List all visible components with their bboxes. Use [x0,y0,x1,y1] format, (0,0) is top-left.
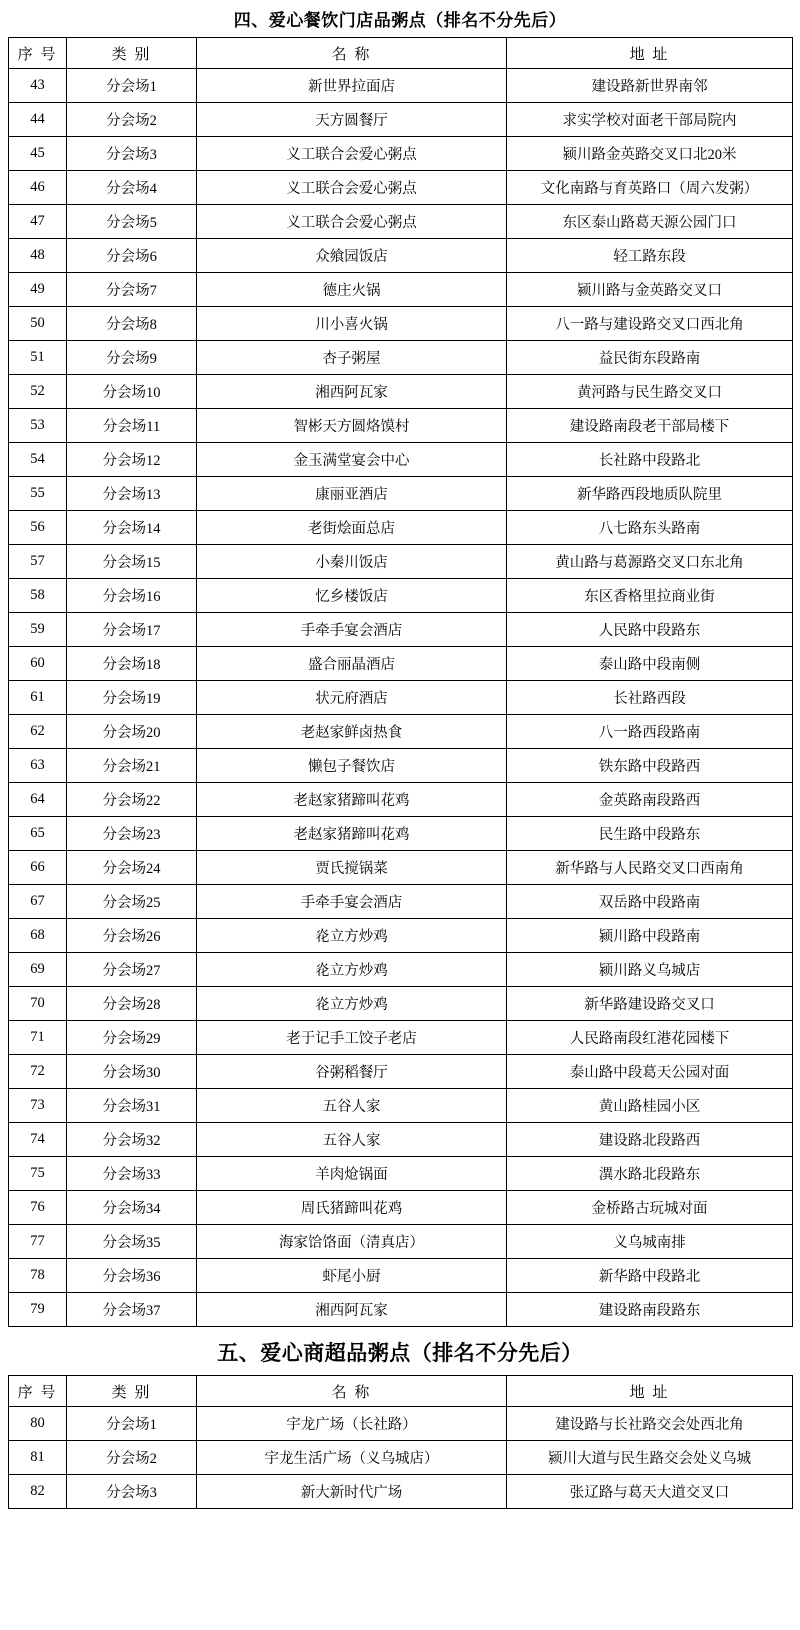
cell-address: 新华路建设路交叉口 [507,987,793,1021]
table-row [9,1441,793,1475]
table-row [9,307,793,341]
cell-name: 川小喜火锅 [197,307,507,341]
table-row [9,1191,793,1225]
cell-index: 79 [9,1293,67,1327]
cell-address: 新华路西段地质队院里 [507,477,793,511]
table-row [9,545,793,579]
table-row [9,1259,793,1293]
cell-name: 老赵家猪蹄叫花鸡 [197,783,507,817]
table-row [9,273,793,307]
cell-index: 76 [9,1191,67,1225]
cell-name: 宇龙广场（长社路） [197,1407,507,1441]
table-row [9,783,793,817]
cell-category: 分会场24 [67,851,197,885]
cell-category: 分会场20 [67,715,197,749]
cell-address: 泰山路中段葛天公园对面 [507,1055,793,1089]
cell-index: 65 [9,817,67,851]
cell-index: 49 [9,273,67,307]
column-header-index: 序 号 [9,38,67,69]
table-row [9,681,793,715]
cell-index: 80 [9,1407,67,1441]
table-row [9,409,793,443]
cell-name: 手牵手宴会酒店 [197,613,507,647]
cell-address: 八一路西段路南 [507,715,793,749]
cell-address: 长社路中段路北 [507,443,793,477]
cell-name: 智彬天方圆烙馍村 [197,409,507,443]
cell-index: 64 [9,783,67,817]
cell-address: 颍川路与金英路交叉口 [507,273,793,307]
cell-address: 颍川大道与民生路交会处义乌城 [507,1441,793,1475]
cell-category: 分会场21 [67,749,197,783]
cell-category: 分会场33 [67,1157,197,1191]
cell-name: 老街烩面总店 [197,511,507,545]
cell-address: 金桥路古玩城对面 [507,1191,793,1225]
cell-category: 分会场2 [67,103,197,137]
cell-address: 建设路与长社路交会处西北角 [507,1407,793,1441]
cell-name: 老赵家鲜卤热食 [197,715,507,749]
cell-name: 炛立方炒鸡 [197,953,507,987]
cell-index: 82 [9,1475,67,1509]
cell-address: 泰山路中段南侧 [507,647,793,681]
cell-name: 谷粥稻餐厅 [197,1055,507,1089]
table-row [9,137,793,171]
cell-index: 73 [9,1089,67,1123]
cell-category: 分会场30 [67,1055,197,1089]
cell-category: 分会场27 [67,953,197,987]
cell-address: 颍川路金英路交叉口北20米 [507,137,793,171]
cell-category: 分会场34 [67,1191,197,1225]
cell-category: 分会场37 [67,1293,197,1327]
cell-address: 黄山路与葛源路交叉口东北角 [507,545,793,579]
cell-name: 炛立方炒鸡 [197,987,507,1021]
cell-name: 新世界拉面店 [197,69,507,103]
column-header-index: 序 号 [9,1376,67,1407]
cell-name: 老于记手工饺子老店 [197,1021,507,1055]
cell-category: 分会场18 [67,647,197,681]
cell-index: 78 [9,1259,67,1293]
cell-category: 分会场6 [67,239,197,273]
table-row [9,239,793,273]
cell-name: 老赵家猪蹄叫花鸡 [197,817,507,851]
table-row [9,1021,793,1055]
cell-index: 69 [9,953,67,987]
table-row [9,171,793,205]
column-header-name: 名 称 [197,1376,507,1407]
cell-index: 81 [9,1441,67,1475]
cell-index: 58 [9,579,67,613]
column-header-category: 类 别 [67,1376,197,1407]
table-row [9,1157,793,1191]
cell-index: 60 [9,647,67,681]
cell-category: 分会场35 [67,1225,197,1259]
cell-category: 分会场22 [67,783,197,817]
cell-index: 66 [9,851,67,885]
cell-category: 分会场2 [67,1441,197,1475]
cell-address: 求实学校对面老干部局院内 [507,103,793,137]
table-row [9,69,793,103]
cell-category: 分会场4 [67,171,197,205]
cell-address: 东区泰山路葛天源公园门口 [507,205,793,239]
table-row [9,919,793,953]
cell-name: 众飨园饭店 [197,239,507,273]
table-row [9,1475,793,1509]
cell-index: 74 [9,1123,67,1157]
table-row [9,647,793,681]
cell-address: 建设路北段路西 [507,1123,793,1157]
table-row [9,205,793,239]
cell-category: 分会场15 [67,545,197,579]
cell-category: 分会场3 [67,137,197,171]
table-row [9,885,793,919]
table-row [9,511,793,545]
cell-name: 周氏猪蹄叫花鸡 [197,1191,507,1225]
table-row [9,817,793,851]
table-row [9,443,793,477]
table-row [9,1225,793,1259]
table-row [9,715,793,749]
cell-name: 海家饸饹面（清真店） [197,1225,507,1259]
table-row [9,613,793,647]
table-row [9,1089,793,1123]
cell-address: 轻工路东段 [507,239,793,273]
cell-index: 68 [9,919,67,953]
table-row [9,579,793,613]
cell-name: 新大新时代广场 [197,1475,507,1509]
table-row [9,1055,793,1089]
cell-index: 53 [9,409,67,443]
table-row [9,953,793,987]
cell-name: 义工联合会爱心粥点 [197,137,507,171]
cell-name: 五谷人家 [197,1123,507,1157]
table-row [9,749,793,783]
cell-address: 人民路中段路东 [507,613,793,647]
cell-category: 分会场23 [67,817,197,851]
cell-category: 分会场36 [67,1259,197,1293]
cell-index: 75 [9,1157,67,1191]
cell-name: 德庄火锅 [197,273,507,307]
section-title-2: 五、爱心商超品粥点（排名不分先后） [217,1341,583,1365]
cell-index: 50 [9,307,67,341]
cell-name: 天方圆餐厅 [197,103,507,137]
cell-name: 手牵手宴会酒店 [197,885,507,919]
cell-category: 分会场32 [67,1123,197,1157]
cell-index: 72 [9,1055,67,1089]
section-title: 四、爱心餐饮门店品粥点（排名不分先后） [233,11,567,30]
aixin-restaurant-table [8,37,793,1327]
cell-name: 羊肉炝锅面 [197,1157,507,1191]
table-header-row [9,38,793,69]
cell-address: 八一路与建设路交叉口西北角 [507,307,793,341]
cell-category: 分会场16 [67,579,197,613]
cell-name: 小秦川饭店 [197,545,507,579]
column-header-category: 类 别 [67,38,197,69]
cell-address: 黄山路桂园小区 [507,1089,793,1123]
cell-address: 建设路南段路东 [507,1293,793,1327]
cell-name: 杏子粥屋 [197,341,507,375]
cell-index: 46 [9,171,67,205]
cell-category: 分会场31 [67,1089,197,1123]
cell-address: 义乌城南排 [507,1225,793,1259]
table-row [9,851,793,885]
cell-index: 71 [9,1021,67,1055]
column-header-name: 名 称 [197,38,507,69]
cell-category: 分会场7 [67,273,197,307]
cell-name: 湘西阿瓦家 [197,1293,507,1327]
cell-index: 47 [9,205,67,239]
cell-category: 分会场3 [67,1475,197,1509]
cell-category: 分会场9 [67,341,197,375]
table-row [9,375,793,409]
cell-index: 61 [9,681,67,715]
cell-name: 炛立方炒鸡 [197,919,507,953]
cell-category: 分会场14 [67,511,197,545]
cell-name: 虾尾小厨 [197,1259,507,1293]
table-row [9,987,793,1021]
cell-name: 义工联合会爱心粥点 [197,171,507,205]
cell-address: 人民路南段红港花园楼下 [507,1021,793,1055]
table-row [9,1293,793,1327]
cell-address: 建设路新世界南邻 [507,69,793,103]
cell-address: 新华路中段路北 [507,1259,793,1293]
cell-name: 懒包子餐饮店 [197,749,507,783]
column-header-address: 地 址 [507,1376,793,1407]
cell-category: 分会场17 [67,613,197,647]
column-header-address: 地 址 [507,38,793,69]
cell-address: 颍川路中段路南 [507,919,793,953]
cell-address: 民生路中段路东 [507,817,793,851]
cell-category: 分会场26 [67,919,197,953]
cell-address: 金英路南段路西 [507,783,793,817]
cell-category: 分会场5 [67,205,197,239]
table-header-row [9,1376,793,1407]
cell-index: 48 [9,239,67,273]
cell-category: 分会场1 [67,69,197,103]
cell-name: 忆乡楼饭店 [197,579,507,613]
cell-name: 金玉满堂宴会中心 [197,443,507,477]
cell-index: 77 [9,1225,67,1259]
cell-index: 63 [9,749,67,783]
cell-address: 益民街东段路南 [507,341,793,375]
table-row [9,103,793,137]
cell-name: 湘西阿瓦家 [197,375,507,409]
table-row [9,1123,793,1157]
cell-index: 52 [9,375,67,409]
cell-category: 分会场8 [67,307,197,341]
cell-index: 51 [9,341,67,375]
cell-name: 义工联合会爱心粥点 [197,205,507,239]
cell-name: 盛合丽晶酒店 [197,647,507,681]
cell-category: 分会场1 [67,1407,197,1441]
cell-address: 长社路西段 [507,681,793,715]
cell-name: 贾氏搅锅菜 [197,851,507,885]
cell-category: 分会场13 [67,477,197,511]
cell-category: 分会场25 [67,885,197,919]
cell-category: 分会场28 [67,987,197,1021]
cell-category: 分会场12 [67,443,197,477]
cell-name: 宇龙生活广场（义乌城店） [197,1441,507,1475]
cell-index: 67 [9,885,67,919]
cell-index: 62 [9,715,67,749]
table-row [9,1407,793,1441]
cell-category: 分会场29 [67,1021,197,1055]
cell-address: 张辽路与葛天大道交叉口 [507,1475,793,1509]
cell-index: 70 [9,987,67,1021]
cell-index: 57 [9,545,67,579]
cell-index: 55 [9,477,67,511]
cell-address: 双岳路中段路南 [507,885,793,919]
cell-address: 潩水路北段路东 [507,1157,793,1191]
table-row [9,477,793,511]
cell-name: 康丽亚酒店 [197,477,507,511]
cell-address: 新华路与人民路交叉口西南角 [507,851,793,885]
cell-address: 黄河路与民生路交叉口 [507,375,793,409]
cell-index: 44 [9,103,67,137]
cell-address: 建设路南段老干部局楼下 [507,409,793,443]
table-row [9,341,793,375]
cell-name: 状元府酒店 [197,681,507,715]
cell-index: 43 [9,69,67,103]
cell-address: 颍川路义乌城店 [507,953,793,987]
cell-address: 八七路东头路南 [507,511,793,545]
cell-name: 五谷人家 [197,1089,507,1123]
cell-index: 59 [9,613,67,647]
cell-address: 铁东路中段路西 [507,749,793,783]
cell-index: 45 [9,137,67,171]
cell-index: 56 [9,511,67,545]
aixin-supermarket-table [8,1375,793,1509]
cell-category: 分会场19 [67,681,197,715]
cell-address: 东区香格里拉商业街 [507,579,793,613]
cell-index: 54 [9,443,67,477]
cell-category: 分会场10 [67,375,197,409]
cell-address: 文化南路与育英路口（周六发粥） [507,171,793,205]
cell-category: 分会场11 [67,409,197,443]
